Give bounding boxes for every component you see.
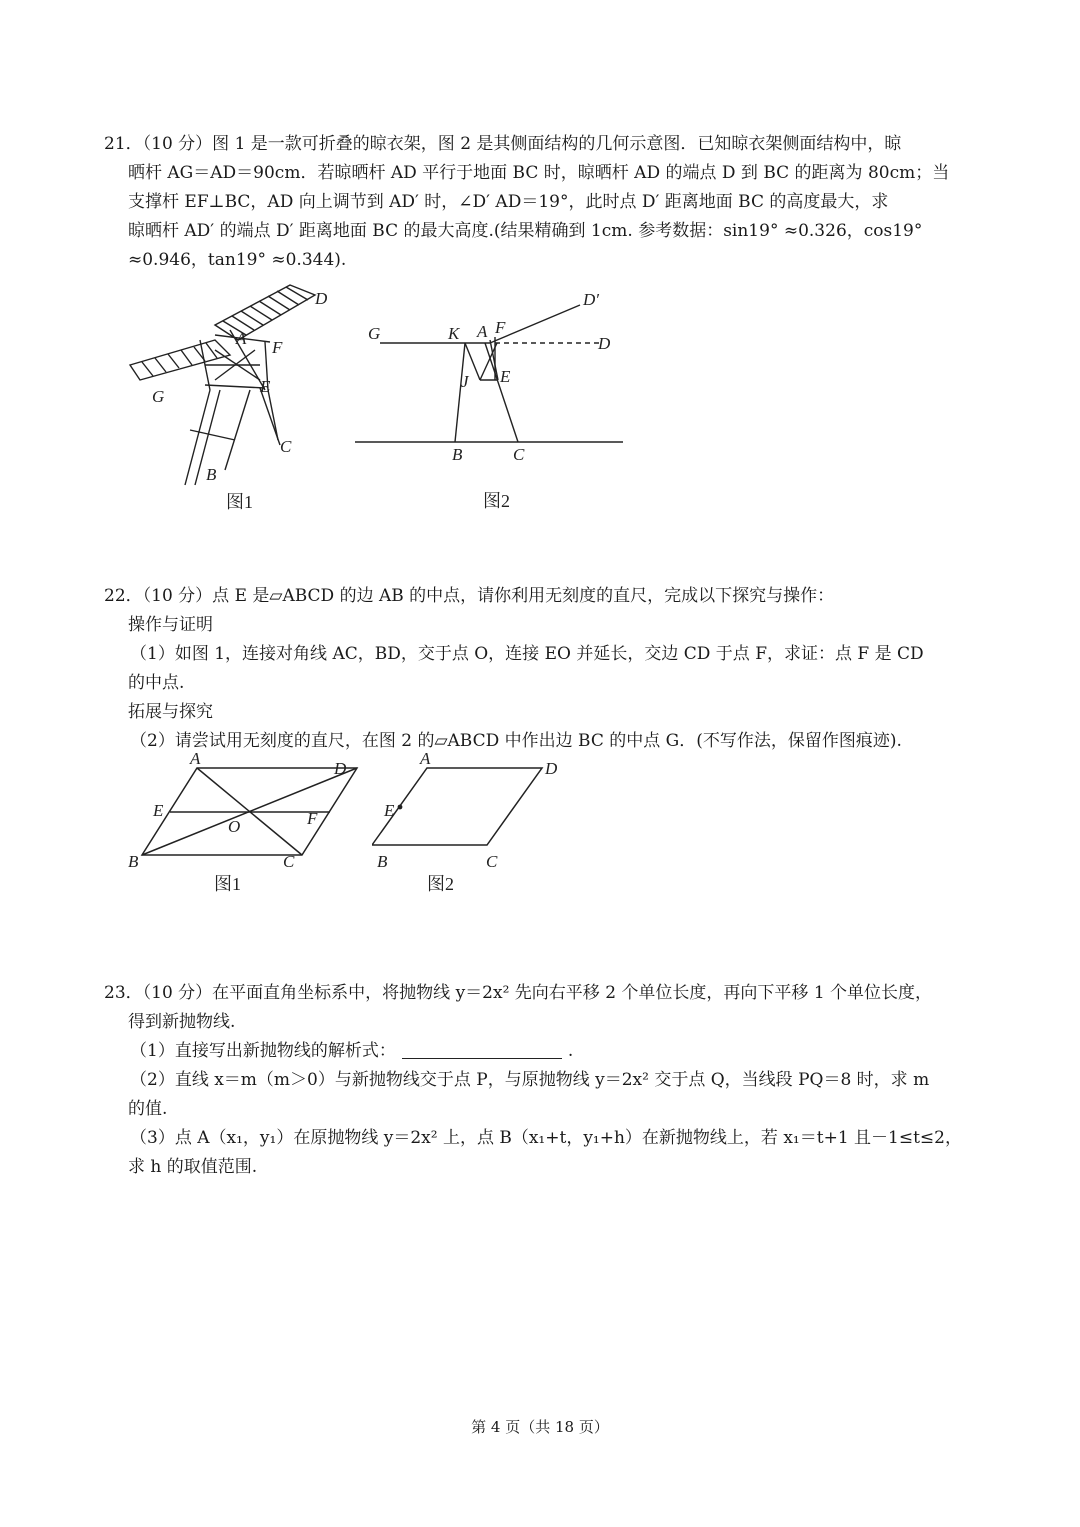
q22-part-1: （1）如图 1，连接对角线 AC，BD，交于点 O，连接 EO 并延长，交边 CD 于点 F，求证：点 F 是 CD — [130, 644, 924, 664]
q22-fig2-label-A: A — [420, 750, 431, 768]
q21-fig1-label-F: F — [272, 338, 283, 357]
question-23 — [104, 979, 984, 1182]
q23-line-2: 得到新抛物线. — [128, 1012, 236, 1032]
q22-fig2-label-E: E — [384, 801, 395, 820]
q21-fig1-label-E: E — [260, 377, 271, 396]
q21-figure-1 — [120, 280, 350, 520]
q21-line-3: 支撑杆 EF⊥BC，AD 向上调节到 AD′ 时，∠D′ AD＝19°，此时点 D′ 距离地面 BC 的高度最大，求 — [128, 192, 889, 212]
q22-part-1-cont: 的中点. — [128, 673, 185, 693]
q23-line-1: 23．（10 分）在平面直角坐标系中，将抛物线 y＝2x² 先向右平移 2 个单位长度，再向下平移 1 个单位长度， — [104, 983, 933, 1003]
q22-fig2-point-E — [398, 805, 403, 810]
q21-fig1-label-A: A — [236, 329, 247, 348]
q22-line-1: 22．（10 分）点 E 是▱ABCD 的边 AB 的中点，请你利用无刻度的直尺，完成以下探究与操作： — [104, 586, 835, 606]
q21-fig2-label-D: D — [598, 334, 611, 353]
q21-fig2-label-E: E — [500, 367, 511, 386]
q22-fig1-label-F: F — [307, 809, 318, 828]
q21-fig2-label-G: G — [368, 324, 381, 343]
q22-fig2-caption: 图2 — [427, 874, 454, 894]
q21-line-5: ≈0.946，tan19° ≈0.344). — [128, 250, 347, 270]
q23-part-3: （3）点 A（x₁，y₁）在原抛物线 y＝2x² 上，点 B（x₁+t，y₁+h）在新抛物线上，若 x₁＝t+1 且－1≤t≤2， — [130, 1128, 962, 1148]
q22-fig2-label-D: D — [545, 759, 558, 778]
q21-fig2-label-A: A — [477, 322, 488, 341]
q21-fig1-label-C: C — [280, 437, 292, 456]
q21-line-2: 晒杆 AG＝AD＝90cm．若晾晒杆 AD 平行于地面 BC 时，晾晒杆 AD 的端点 D 到 BC 的距离为 80cm；当 — [128, 163, 950, 183]
q21-fig1-label-G: G — [152, 387, 165, 406]
q23-part-1-text: （1）直接写出新抛物线的解析式： — [130, 1041, 396, 1061]
page-footer: 第 4 页（共 18 页） — [471, 1418, 609, 1436]
q21-fig2-label-F: F — [495, 318, 506, 337]
q21-fig1-caption: 图1 — [226, 492, 253, 512]
q23-part-2: （2）直线 x＝m（m＞0）与新抛物线交于点 P，与原抛物线 y＝2x² 交于点 Q，当线段 PQ＝8 时，求 m — [130, 1070, 930, 1090]
q22-fig2-label-C: C — [486, 852, 498, 871]
q21-fig2-caption: 图2 — [483, 491, 510, 511]
q21-fig2-label-D-prime: D′ — [583, 290, 599, 309]
q21-fig2-label-C: C — [513, 445, 525, 464]
q22-fig2-label-B: B — [377, 852, 388, 871]
q22-fig1-label-C: C — [283, 852, 295, 871]
q22-fig1-label-E: E — [153, 801, 164, 820]
question-22 — [104, 582, 984, 756]
answer-blank[interactable] — [402, 1040, 562, 1059]
q21-fig1-label-D: D — [315, 289, 328, 308]
q22-figure-2 — [372, 750, 572, 898]
q22-figure-1 — [122, 750, 362, 898]
q21-fig2-label-J: J — [461, 372, 469, 391]
q23-part-3-cont: 求 h 的取值范围. — [128, 1157, 258, 1177]
q22-heading-explore: 拓展与探究 — [128, 702, 213, 722]
question-21 — [104, 130, 984, 275]
q22-fig1-caption: 图1 — [214, 874, 241, 894]
q23-part-1-period: . — [567, 1041, 574, 1061]
q22-fig1-label-B: B — [128, 852, 139, 871]
q23-part-1 — [104, 1037, 984, 1066]
q21-line-4: 晾晒杆 AD′ 的端点 D′ 距离地面 BC 的最大高度.(结果精确到 1cm. 参考数据：sin19° ≈0.326，cos19° — [128, 221, 923, 241]
q21-fig2-label-B: B — [452, 445, 463, 464]
q21-fig1-label-B: B — [206, 465, 217, 484]
q22-fig1-label-A: A — [190, 750, 201, 768]
q23-part-2-cont: 的值. — [128, 1099, 168, 1119]
q21-figure-2 — [355, 285, 630, 520]
q22-fig1-label-O: O — [228, 817, 241, 836]
q22-heading-proof: 操作与证明 — [128, 615, 213, 635]
q22-fig1-label-D: D — [334, 759, 347, 778]
q21-line-1: 21．（10 分）图 1 是一款可折叠的晾衣架，图 2 是其侧面结构的几何示意图．已知晾衣架侧面结构中，晾 — [104, 134, 902, 154]
q21-fig2-label-K: K — [448, 324, 460, 343]
q22-part-2: （2）请尝试用无刻度的直尺，在图 2 的▱ABCD 中作出边 BC 的中点 G．(不写作法，保留作图痕迹). — [130, 731, 902, 751]
